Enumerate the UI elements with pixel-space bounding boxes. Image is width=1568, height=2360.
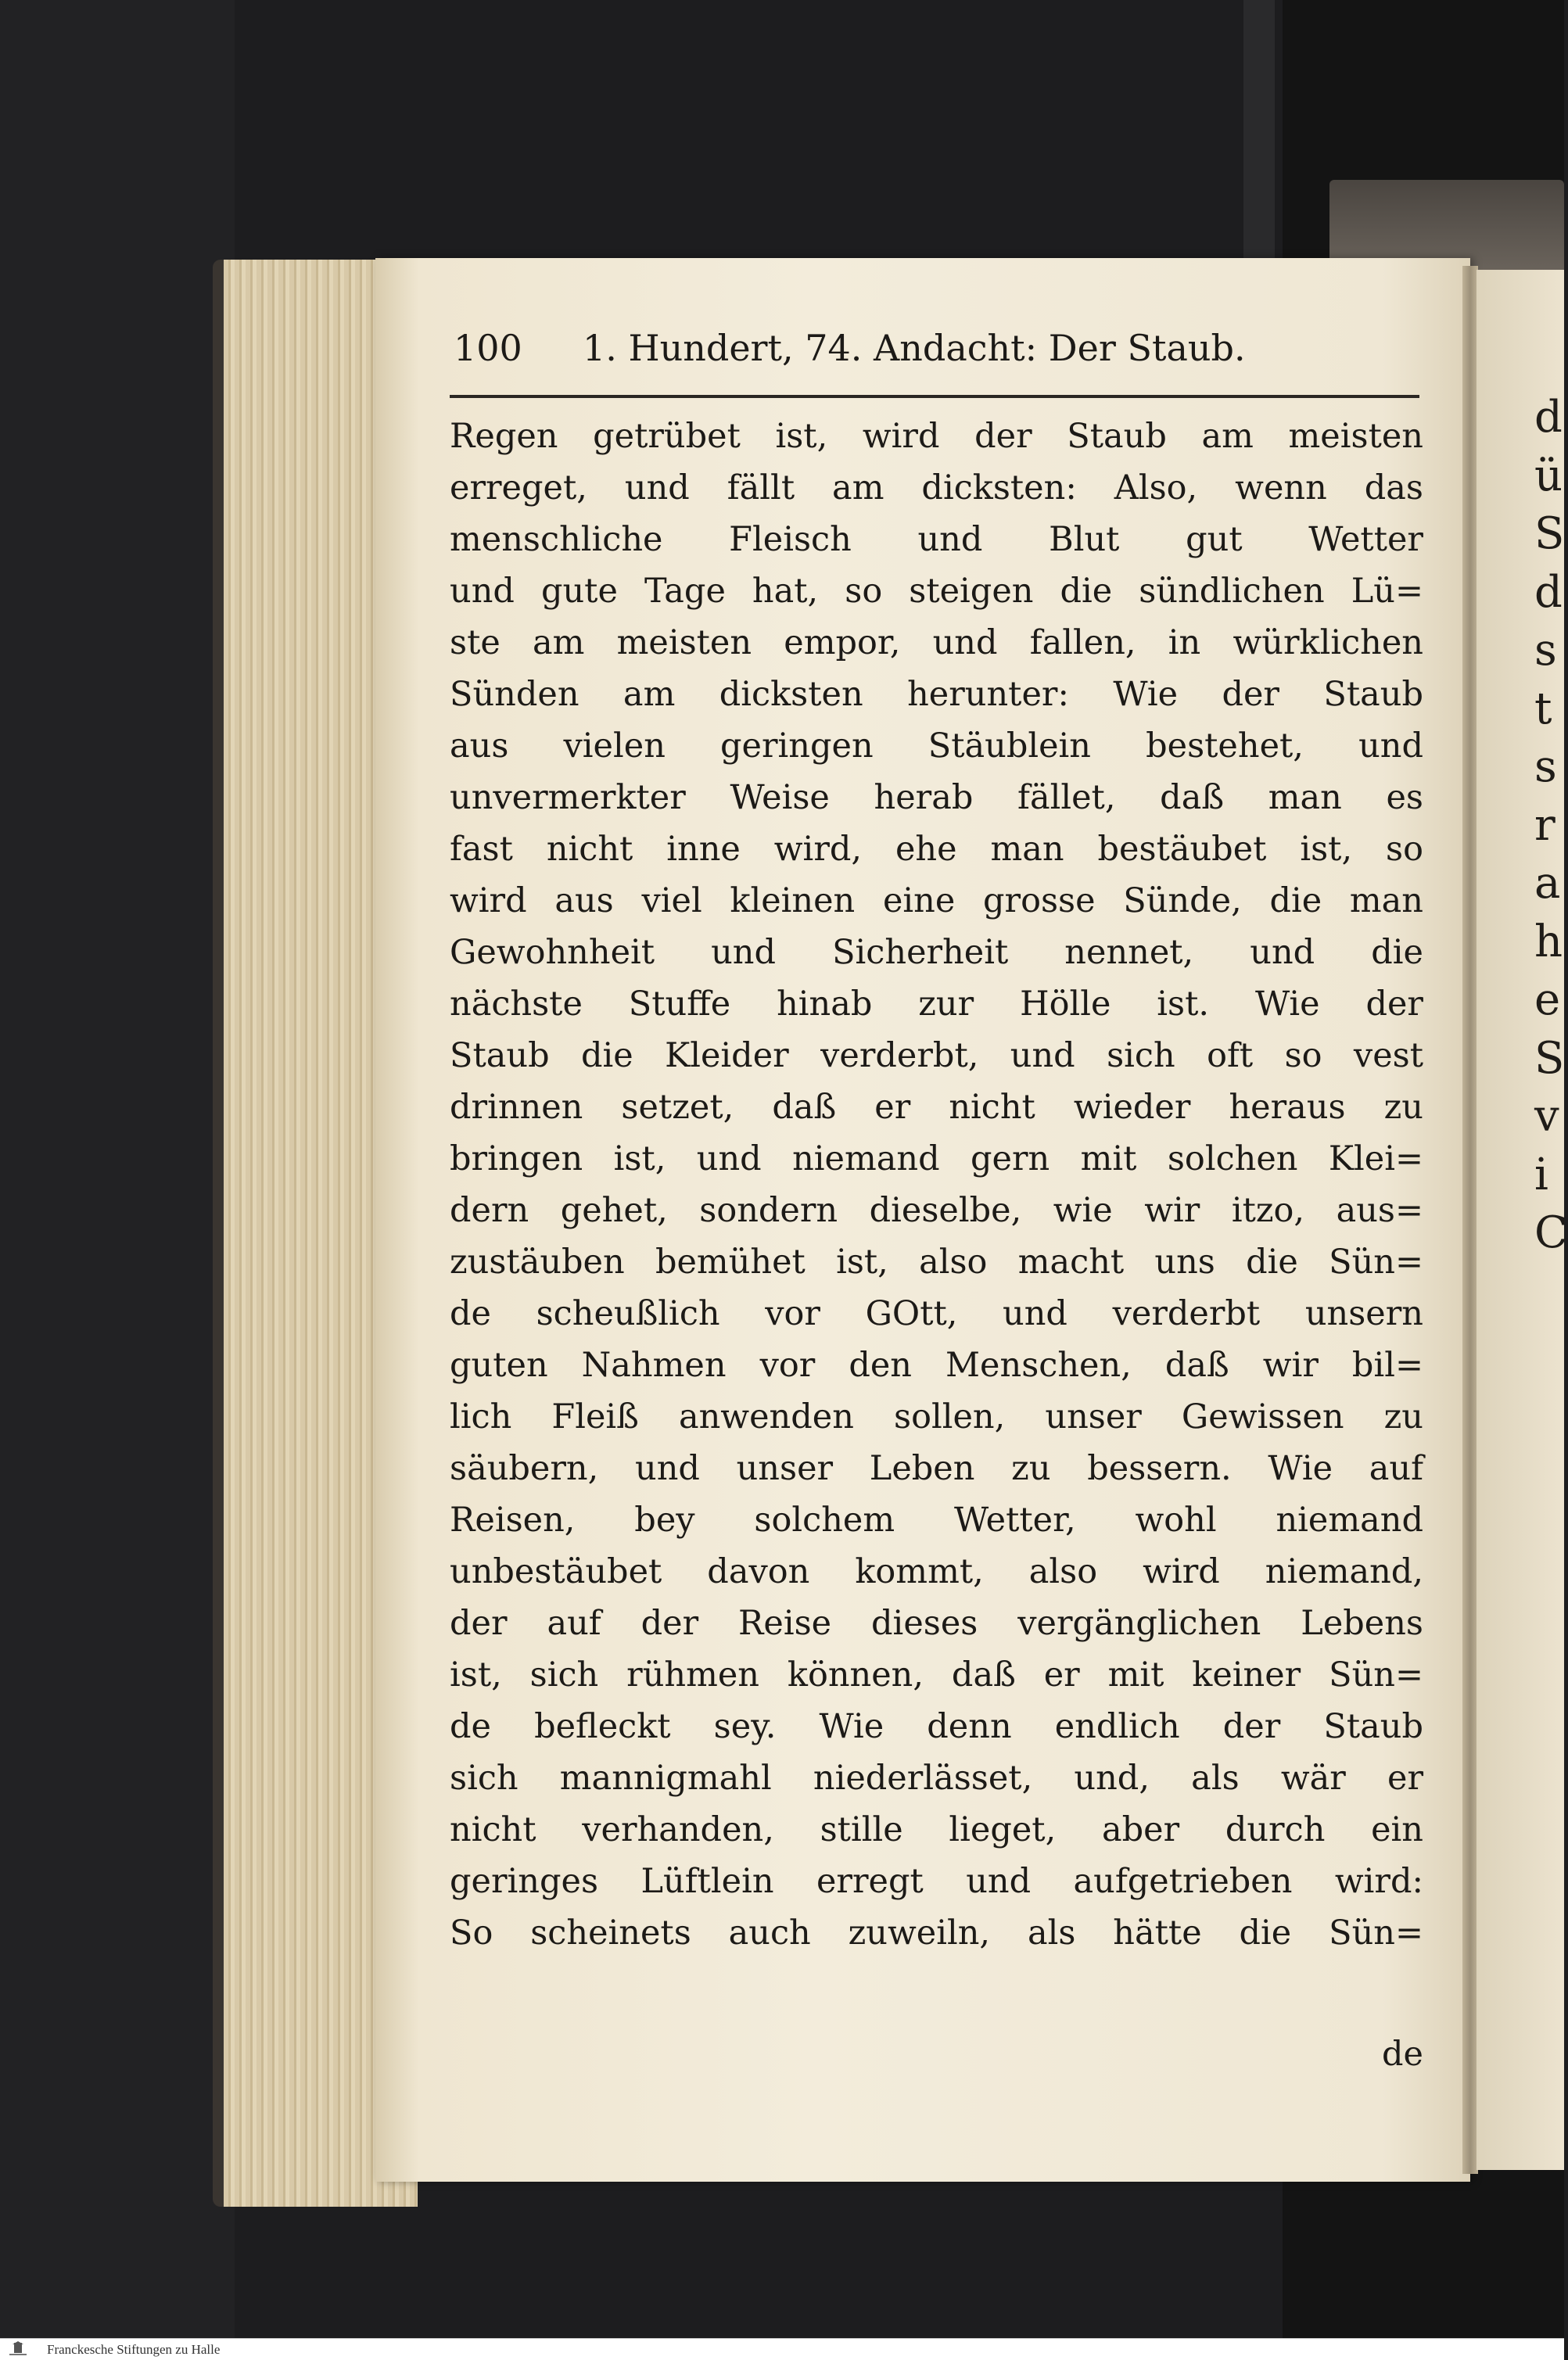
page-number: 100: [454, 327, 522, 369]
facing-page-letter: s: [1534, 625, 1557, 676]
facing-page-letter: a: [1534, 858, 1561, 909]
text-line: dern gehet, sondern dieselbe, wie wir itzo, aus=: [450, 1191, 1423, 1230]
text-line: de befleckt sey. Wie denn endlich der Staub: [450, 1707, 1423, 1746]
text-line: erreget, und fällt am dicksten: Also, wenn das: [450, 468, 1423, 508]
text-line: geringes Lüftlein erregt und aufgetrieben wird:: [450, 1862, 1423, 1901]
catchword: de: [1382, 2035, 1423, 2074]
footer-bar: [0, 2338, 1564, 2360]
text-line: und gute Tage hat, so steigen die sündlichen Lü=: [450, 572, 1423, 611]
text-line: So scheinets auch zuweiln, als hätte die Sün=: [450, 1913, 1423, 1953]
facing-page-letter: C: [1534, 1207, 1568, 1258]
text-line: Gewohnheit und Sicherheit nennet, und die: [450, 933, 1423, 972]
text-line: sich mannigmahl niederlässet, und, als wär er: [450, 1759, 1423, 1798]
institution-name: Franckesche Stiftungen zu Halle: [47, 2342, 221, 2357]
text-line: der auf der Reise dieses vergänglichen Lebens: [450, 1604, 1423, 1643]
text-line: drinnen setzet, daß er nicht wieder heraus zu: [450, 1088, 1423, 1127]
text-line: Regen getrübet ist, wird der Staub am meisten: [450, 417, 1423, 456]
text-line: lich Fleiß anwenden sollen, unser Gewissen zu: [450, 1397, 1423, 1436]
facing-page-letter: S: [1534, 1032, 1565, 1084]
text-line: nächste Stuffe hinab zur Hölle ist. Wie der: [450, 985, 1423, 1024]
text-line: guten Nahmen vor den Menschen, daß wir bil=: [450, 1346, 1423, 1385]
text-line: zustäuben bemühet ist, also macht uns die Sün=: [450, 1243, 1423, 1282]
facing-page-letter: ü: [1534, 450, 1563, 501]
body-text: [450, 411, 1423, 1959]
text-line: Sünden am dicksten herunter: Wie der Staub: [450, 675, 1423, 714]
facing-page-letter: i: [1534, 1149, 1548, 1200]
text-line: aus vielen geringen Stäublein bestehet, und: [450, 726, 1423, 766]
text-line: unvermerkter Weise herab fället, daß man es: [450, 778, 1423, 817]
header-rule: [450, 395, 1419, 398]
facing-page-letter: S: [1534, 508, 1565, 559]
facing-page-letter: t: [1534, 683, 1552, 734]
text-line: unbestäubet davon kommt, also wird niemand,: [450, 1552, 1423, 1591]
facing-page-letter: d: [1534, 392, 1563, 443]
text-line: de scheußlich vor GOtt, und verderbt unsern: [450, 1294, 1423, 1333]
institution-logo-icon: [6, 2341, 30, 2358]
page-header: [454, 317, 1416, 379]
text-line: Reisen, bey solchem Wetter, wohl niemand: [450, 1501, 1423, 1540]
facing-page-letter: h: [1534, 916, 1563, 967]
facing-page-text: [1525, 389, 1568, 1263]
facing-page-letter: d: [1534, 566, 1563, 618]
text-line: säubern, und unser Leben zu bessern. Wie auf: [450, 1449, 1423, 1488]
text-line: nicht verhanden, stille lieget, aber durch ein: [450, 1810, 1423, 1849]
background-strip: [1243, 0, 1275, 258]
text-line: bringen ist, und niemand gern mit solchen Klei=: [450, 1139, 1423, 1178]
facing-page-letter: e: [1534, 974, 1561, 1025]
text-line: ste am meisten empor, und fallen, in würklichen: [450, 623, 1423, 662]
text-line: Staub die Kleider verderbt, und sich oft so vest: [450, 1036, 1423, 1075]
dark-background-left: [0, 0, 235, 2338]
text-line: ist, sich rühmen können, daß er mit keiner Sün=: [450, 1655, 1423, 1695]
facing-page-letter: r: [1534, 799, 1555, 851]
text-line: wird aus viel kleinen eine grosse Sünde, die man: [450, 881, 1423, 920]
text-line: fast nicht inne wird, ehe man bestäubet ist, so: [450, 830, 1423, 869]
book-gutter: [1462, 266, 1478, 2174]
facing-page-letter: v: [1534, 1091, 1559, 1142]
facing-page-letter: s: [1534, 741, 1557, 792]
text-line: menschliche Fleisch und Blut gut Wetter: [450, 520, 1423, 559]
running-head: 1. Hundert, 74. Andacht: Der Staub.: [583, 327, 1246, 369]
